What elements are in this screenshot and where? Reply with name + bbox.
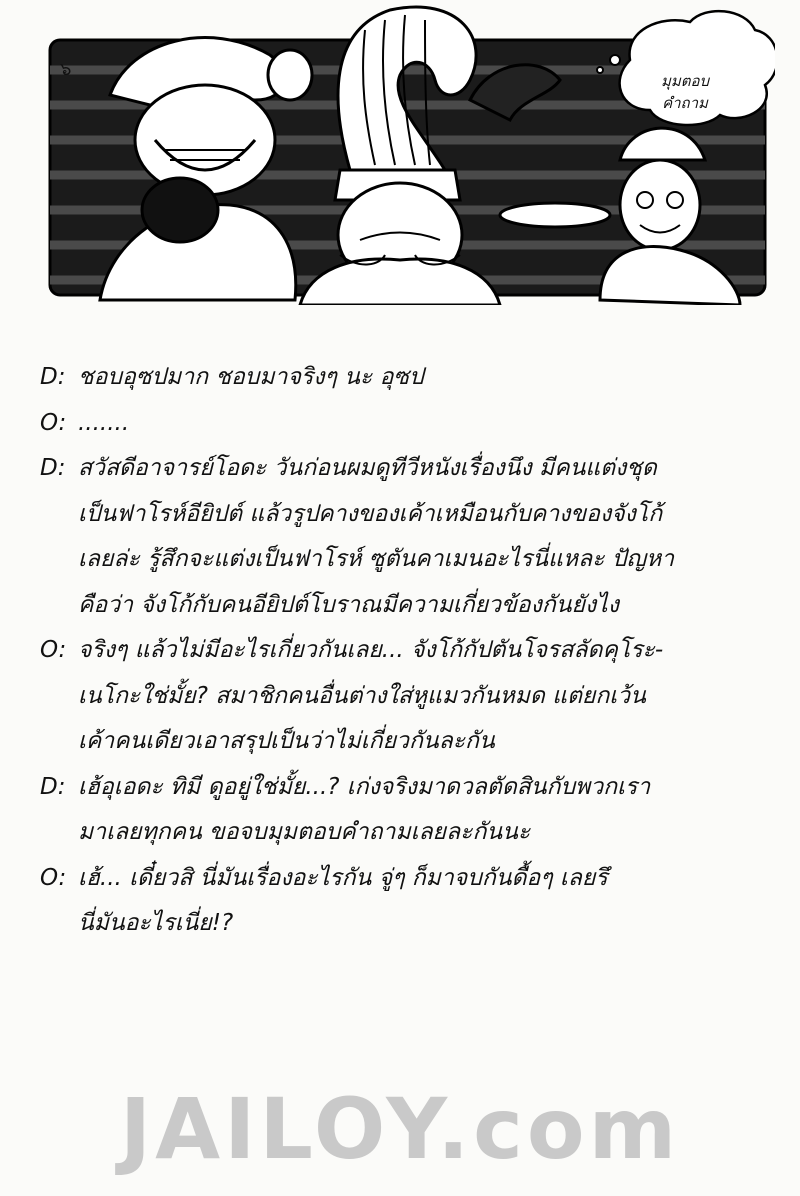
text-line: เนโกะใช่มั้ย? สมาชิกคนอื่นต่างใส่หูแมวกันหมด แต่ยกเว้น	[78, 682, 646, 709]
qa-section	[40, 355, 780, 947]
bubble-line: มุมตอบ	[660, 72, 710, 90]
text-line: สวัสดีอาจารย์โอดะ วันก่อนผมดูทีวีหนังเรื่องนึง มีคนแต่งชุด	[78, 455, 657, 481]
text-line: เป็นฟาโรห์อียิปต์ แล้วรูปคางของเค้าเหมือนกับคางของจังโก้	[78, 500, 663, 527]
text-line: จริงๆ แล้วไม่มีอะไรเกี่ยวกันเลย... จังโก้กัปตันโจรสลัดคุโระ-	[78, 637, 664, 663]
qa-entry	[40, 401, 780, 447]
bubble-line: คำถาม	[662, 94, 708, 112]
speaker-label: D:	[40, 455, 66, 481]
text-line: เค้าคนเดียวเอาสรุปเป็นว่าไม่เกี่ยวกันละกัน	[78, 728, 495, 754]
speaker-label: O:	[40, 864, 67, 891]
text-line: .......	[78, 409, 130, 436]
watermark: JAILOY.com	[119, 1080, 681, 1178]
qa-entry	[40, 856, 780, 947]
speaker-label: O:	[40, 409, 67, 436]
text-line: ชอบอุซปมาก ชอบมาจริงๆ นะ อุซป	[78, 364, 424, 390]
text-line: คือว่า จังโก้กับคนอียิปต์โบราณมีความเกี่ยวข้องกันยังไง	[78, 591, 619, 618]
text-line: เฮ้... เดี๋ยวสิ นี่มันเรื่องอะไรกัน จู่ๆ ก็มาจบกันดื้อๆ เลยรึ	[78, 864, 608, 891]
qa-entry	[40, 765, 780, 856]
header-illustration	[40, 0, 775, 305]
qa-entry	[40, 355, 780, 401]
speaker-label: D:	[40, 773, 66, 800]
page-number: ๖	[60, 59, 72, 80]
speaker-label: O:	[40, 637, 67, 663]
text-line: มาเลยทุกคน ขอจบมุมตอบคำถามเลยละกันนะ	[78, 819, 531, 845]
qa-entry	[40, 628, 780, 765]
text-line: เฮ้อุเอดะ ทิมี ดูอยู่ใช่มั้ย...? เก่งจริงมาดวลตัดสินกับพวกเรา	[78, 773, 651, 800]
qa-entry	[40, 446, 780, 628]
speaker-label: D:	[40, 364, 66, 390]
text-line: นี่มันอะไรเนี่ย!?	[78, 910, 234, 936]
speech-bubble	[630, 70, 740, 114]
text-line: เลยล่ะ รู้สึกจะแต่งเป็นฟาโรห์ ซูตันคาเมนอะไรนี่แหละ ปัญหา	[78, 546, 675, 572]
